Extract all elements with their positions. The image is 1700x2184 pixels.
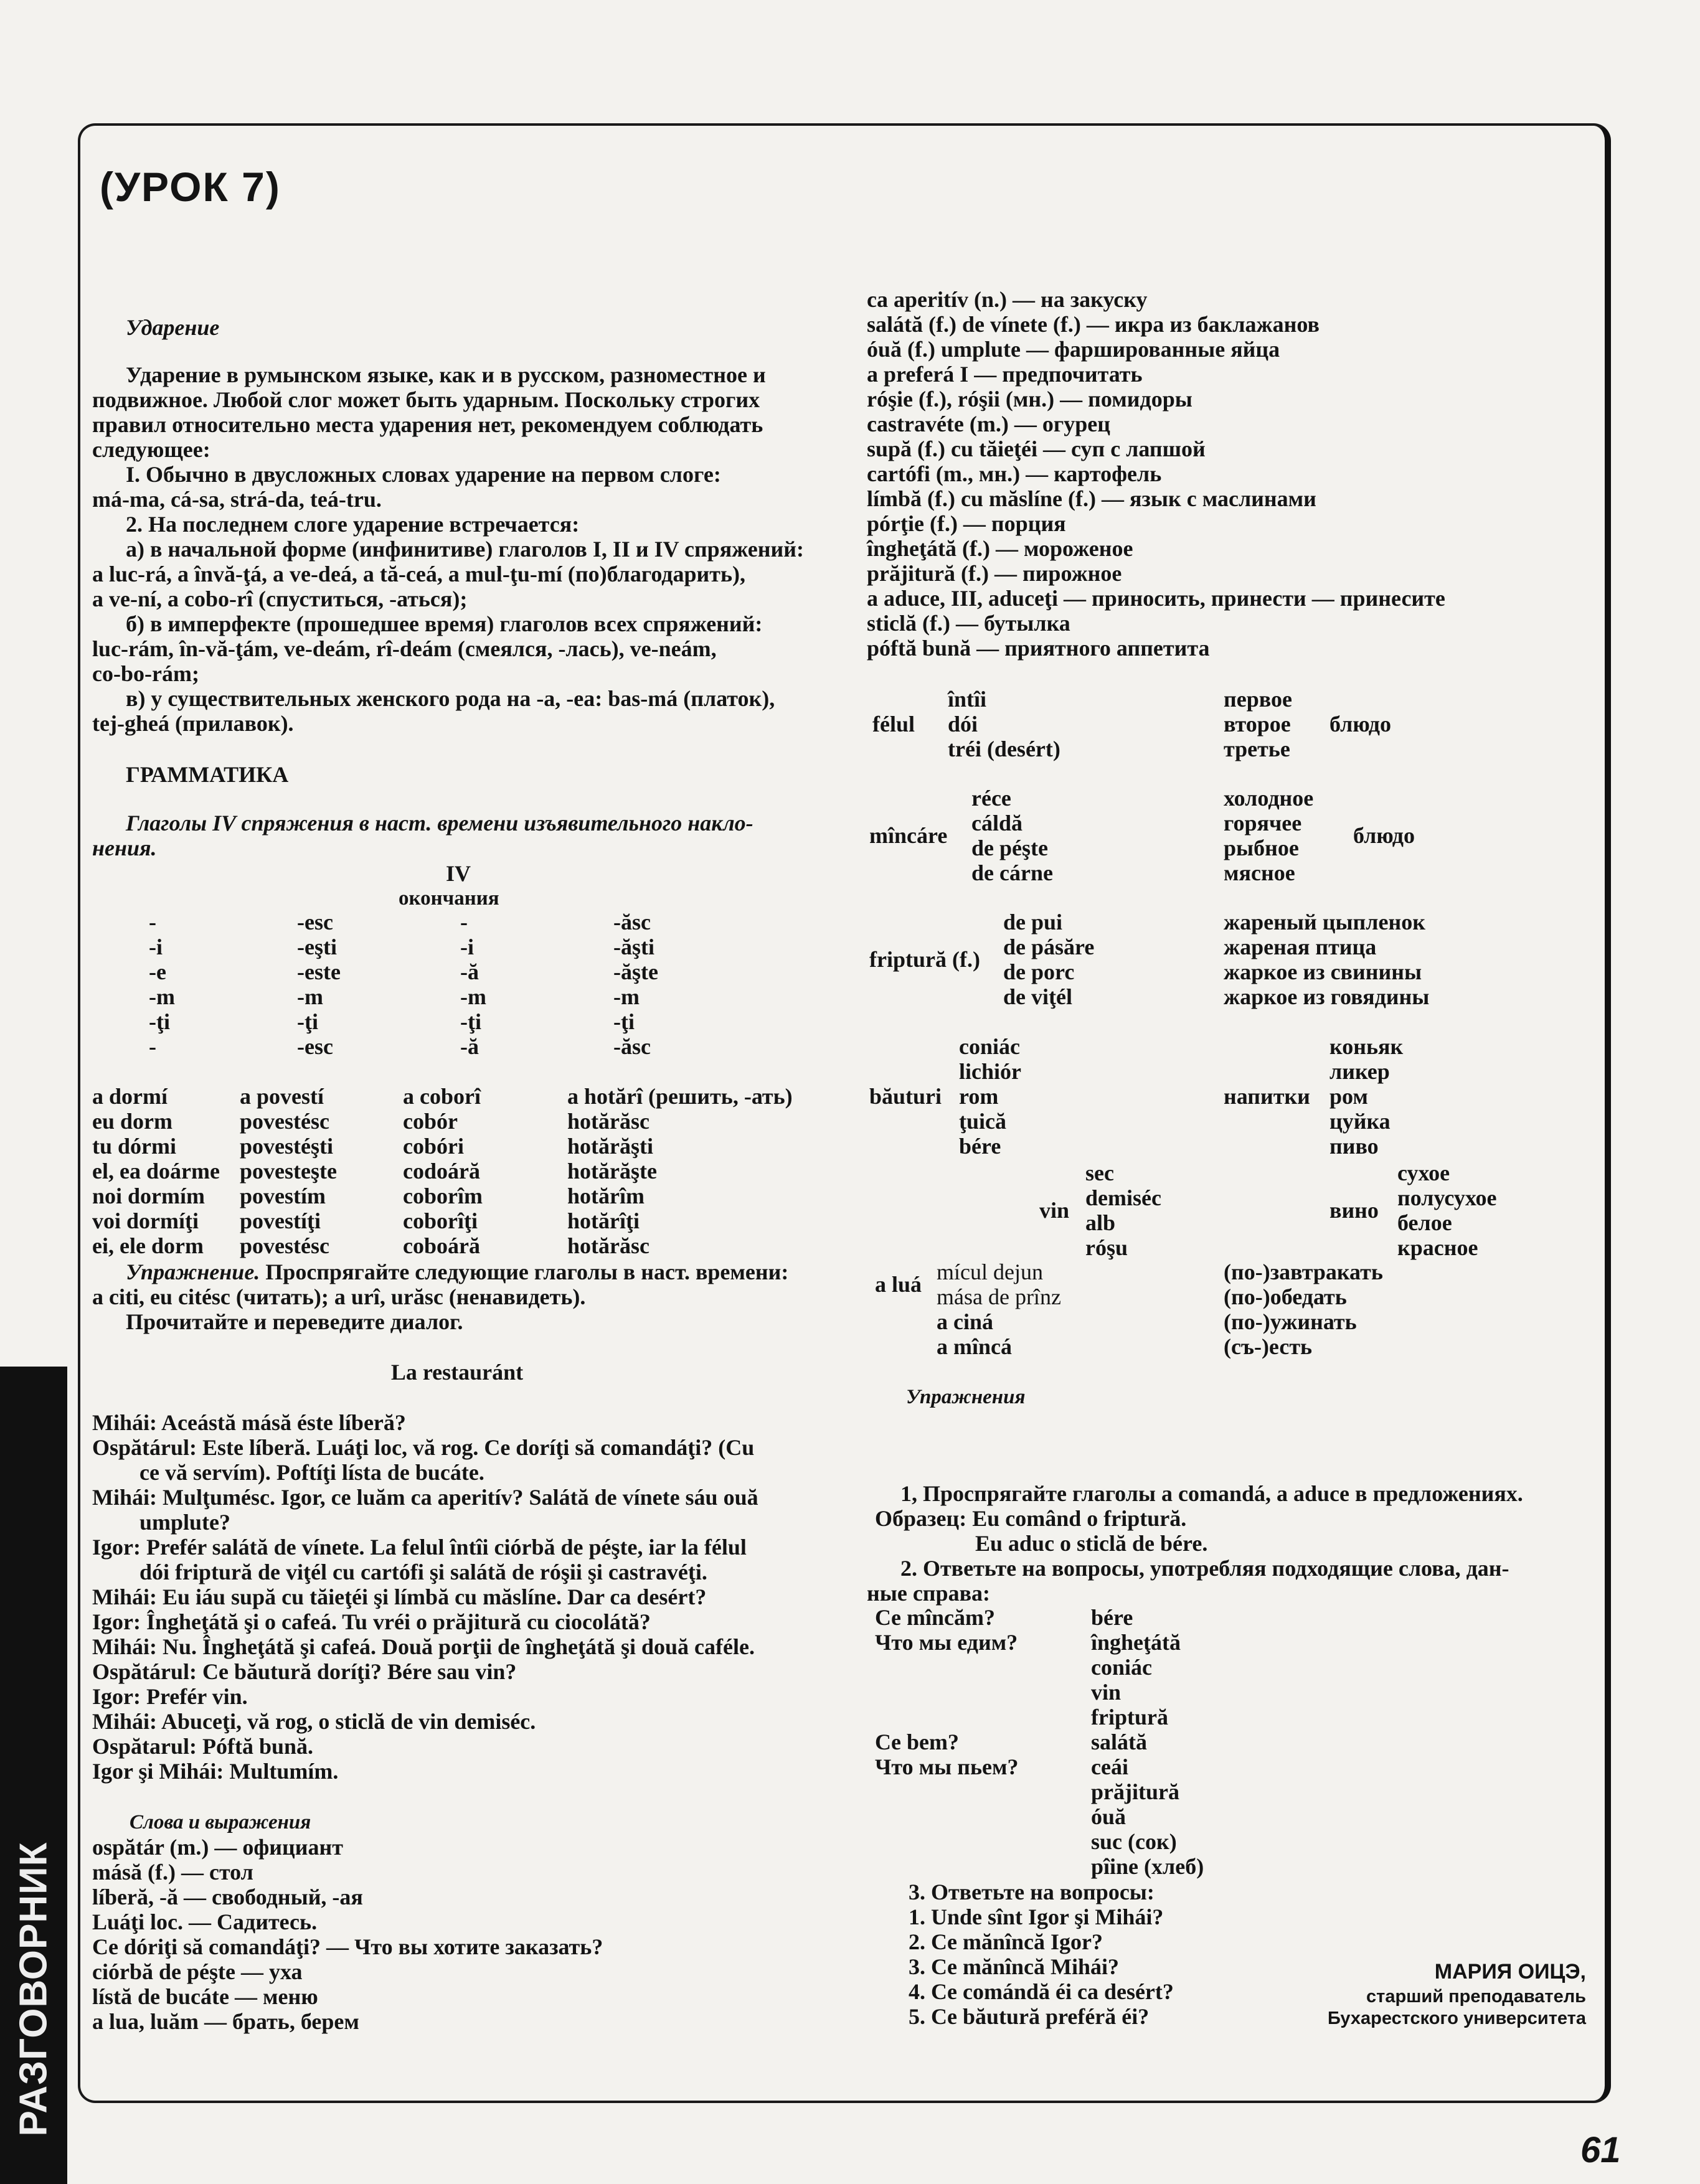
table-translation: жареная птица xyxy=(1224,934,1377,959)
paragraph xyxy=(92,1759,822,1784)
table-translation: первое xyxy=(1224,687,1292,712)
answer-word: ceái xyxy=(1091,1754,1128,1779)
ending-cell: -este xyxy=(297,959,341,984)
grammar-intro-line: нения. xyxy=(92,835,157,860)
table-translation: третье xyxy=(1224,737,1290,761)
paragraph xyxy=(92,1659,822,1684)
question: Ce mîncăm? xyxy=(875,1605,995,1630)
exercise-line: 1, Проспрягайте глаголы a comandá, a aduce в предложениях. xyxy=(900,1481,1523,1506)
paragraph xyxy=(92,1435,822,1485)
verb-cell: hotărîţi xyxy=(567,1208,640,1233)
dialog-line: Igor şi Mihái: Multumím. xyxy=(92,1759,339,1784)
table-item: réce xyxy=(971,786,1011,811)
page-number: 61 xyxy=(1580,2130,1621,2170)
table-translation: мясное xyxy=(1224,860,1295,885)
ending-cell: -ăsc xyxy=(613,910,651,934)
table-item: lichiór xyxy=(959,1059,1021,1084)
dialog xyxy=(92,1410,822,1784)
verb-cell: coboáră xyxy=(403,1233,480,1258)
exercise-question: 2. Ce mănîncă Igor? xyxy=(909,1929,1103,1954)
ending-cell: -ţi xyxy=(613,1009,635,1034)
ending-cell: -m xyxy=(460,984,486,1009)
table-translation: второе xyxy=(1224,712,1291,737)
paragraph xyxy=(92,686,822,736)
exercise-line: Прочитайте и переведите диалог. xyxy=(126,1309,463,1334)
answer-word: bére xyxy=(1091,1605,1133,1630)
verb-cell: noi dormím xyxy=(92,1184,205,1208)
table-item: întîi xyxy=(948,687,987,712)
table-translation: жареный цыпленок xyxy=(1224,910,1425,934)
dialog-line: Igor: Prefér vin. xyxy=(92,1684,248,1709)
vocab-item: pórţie (f.) — порция xyxy=(867,511,1066,536)
ending-cell: -m xyxy=(297,984,323,1009)
exercise-line: 2. Ответьте на вопросы, употребляя подходящие слова, дан- xyxy=(900,1556,1509,1581)
paragraph xyxy=(92,537,822,611)
vocab-item: Luáţi loc. — Садитесь. xyxy=(92,1909,318,1934)
table-translation: ликер xyxy=(1329,1059,1390,1084)
ending-cell: -ăşte xyxy=(613,959,658,984)
dialog-line: Igor: Îngheţátă şi o cafeá. Tu vréi o prăjitură cu ciocolátă? xyxy=(92,1609,651,1634)
verb-cell: coborîm xyxy=(403,1184,483,1208)
exercise-question: 4. Ce comándă éi ca desért? xyxy=(909,1979,1174,2004)
verb-cell: coborîţi xyxy=(403,1208,478,1233)
vocab-item: líberă, -ă — свободный, -ая xyxy=(92,1885,363,1909)
vocab-item: castravéte (m.) — огурец xyxy=(867,412,1110,436)
table-translation: ром xyxy=(1329,1084,1368,1109)
ending-cell: -ţi xyxy=(460,1009,481,1034)
conjugation-label: IV xyxy=(446,861,471,886)
vocab-list xyxy=(92,1835,822,2034)
vocab-item: a preferá I — предпочитать xyxy=(867,362,1143,387)
exercises-heading: Упражнения xyxy=(906,1386,1026,1408)
stress-line: a ve-ní, a cobo-rî (спуститься, -аться); xyxy=(92,586,468,611)
table-translation: полусухое xyxy=(1397,1185,1497,1210)
paragraph xyxy=(92,811,822,860)
table-translation: (съ-)есть xyxy=(1224,1334,1313,1359)
answer-word: vin xyxy=(1091,1680,1122,1705)
exercise-question: 3. Ce mănîncă Mihái? xyxy=(909,1954,1119,1979)
table-translation: красное xyxy=(1397,1235,1478,1260)
table-translation: белое xyxy=(1397,1210,1452,1235)
table-translation: коньяк xyxy=(1329,1034,1404,1059)
grammar-exercise xyxy=(92,1259,822,1334)
table-item: bére xyxy=(959,1134,1001,1159)
ending-cell: -ă xyxy=(460,1034,479,1059)
table-item: alb xyxy=(1085,1210,1116,1235)
verb-cell: povestésc xyxy=(240,1233,329,1258)
verb-cell: povestéşti xyxy=(240,1134,333,1159)
question xyxy=(875,1680,1019,1705)
table-item: coniác xyxy=(959,1034,1020,1059)
exercise-question: 1. Unde sînt Igor şi Mihái? xyxy=(909,1904,1164,1929)
dialog-line: ce vă servím). Poftíţi lísta de bucáte. xyxy=(139,1460,484,1485)
verb-cell: hotărăşti xyxy=(567,1134,653,1159)
stress-line: Ударение в румынском языке, как и в русском, разноместное и xyxy=(126,362,766,387)
table-item: tréi (desért) xyxy=(948,737,1060,761)
stress-line: подвижное. Любой слог может быть ударным. Поскольку строгих xyxy=(92,387,760,412)
dialog-line: Mihái: Nu. Îngheţátă şi cafeá. Două porţii de îngheţátă şi două caféle. xyxy=(92,1634,755,1659)
group-translation: напитки xyxy=(1224,1084,1310,1109)
table-item: mása de prînz xyxy=(937,1284,1061,1309)
table-translation: жаркое из говядины xyxy=(1224,984,1430,1009)
verb-cell: a coborî xyxy=(403,1084,481,1109)
lesson-title: (УРОК 7) xyxy=(100,164,281,210)
table-translation: сухое xyxy=(1397,1160,1450,1185)
paragraph xyxy=(92,512,822,537)
paragraph xyxy=(867,1556,1602,1606)
question xyxy=(875,1655,1019,1680)
dialog-line: Igor: Prefér salátă de vínete. La felul întîi ciórbă de péşte, iar la félul xyxy=(92,1535,747,1560)
stress-line: правил относительно места ударения нет, рекомендуем соблюдать xyxy=(92,412,763,437)
dialog-line: dói friptură de viţél cu cartófi şi salátă de róşii şi castravéţi. xyxy=(139,1560,707,1584)
vocab-item: róşie (f.), róşii (мн.) — помидоры xyxy=(867,387,1192,412)
stress-heading: Ударение xyxy=(126,315,220,340)
verb-cell: povestím xyxy=(240,1184,326,1208)
ending-cell: -ţi xyxy=(149,1009,170,1034)
author-name: МАРИЯ ОИЦЭ, xyxy=(1434,1960,1586,1984)
vocab-item: salátă (f.) de vínete (f.) — икра из баклажанов xyxy=(867,312,1320,337)
verb-cell: povesteşte xyxy=(240,1159,337,1184)
author-affiliation: Бухарестского университета xyxy=(1327,2008,1586,2028)
table-translation: (по-)ужинать xyxy=(1224,1309,1357,1334)
stress-line: б) в имперфекте (прошедшее время) глаголов всех спряжений: xyxy=(126,611,763,636)
ending-cell: -esc xyxy=(297,1034,333,1059)
exercise-question: 5. Ce băutură preféră éi? xyxy=(909,2004,1150,2029)
ending-cell: -ă xyxy=(460,959,479,984)
verb-cell: hotărîm xyxy=(567,1184,645,1208)
ending-cell: -m xyxy=(149,984,175,1009)
vocab-item: ciórbă de péşte — уха xyxy=(92,1959,303,1984)
vocab-item: Ce dóriţi să comandáţi? — Что вы хотите заказать? xyxy=(92,1934,603,1959)
table-item: de cárne xyxy=(971,860,1053,885)
verb-cell: povestíţi xyxy=(240,1208,321,1233)
answer-word: îngheţátă xyxy=(1091,1630,1181,1655)
sample-line: Eu aduc o sticlă de bére. xyxy=(975,1531,1208,1556)
group-translation: блюдо xyxy=(1329,712,1391,737)
answer-word: friptură xyxy=(1091,1705,1168,1730)
vocab-item: supă (f.) cu tăieţéi — суп с лапшой xyxy=(867,436,1206,461)
dialog-line: umplute? xyxy=(139,1510,231,1535)
group-translation: вино xyxy=(1329,1198,1379,1223)
vocab-item: óuă (f.) umplute — фаршированные яйца xyxy=(867,337,1280,362)
table-translation: (по-)завтракать xyxy=(1224,1259,1383,1284)
endings-label: окончания xyxy=(399,887,499,910)
verb-cell: hotărăsc xyxy=(567,1233,649,1258)
stress-text xyxy=(92,362,822,736)
paragraph xyxy=(92,1584,822,1609)
table-item: rom xyxy=(959,1084,999,1109)
grammar-heading: ГРАММАТИКА xyxy=(126,762,289,787)
question: Что мы едим? xyxy=(875,1630,1018,1655)
verb-cell: ei, ele dorm xyxy=(92,1233,204,1258)
paragraph xyxy=(92,1535,822,1584)
table-item: róşu xyxy=(1085,1235,1128,1260)
verb-cell: tu dórmi xyxy=(92,1134,176,1159)
ending-cell: -esc xyxy=(297,910,333,934)
ending-cell: - xyxy=(460,910,468,934)
dialog-line: Mihái: Mulţumésc. Igor, ce luăm ca aperitív? Salátă de vínete sáu ouă xyxy=(92,1485,758,1510)
vocab-item: a lua, luăm — брать, берем xyxy=(92,2009,359,2034)
table-item: de péşte xyxy=(971,835,1048,860)
verb-cell: hotărăşte xyxy=(567,1159,657,1184)
group-label: vin xyxy=(1039,1198,1070,1223)
verb-cell: eu dorm xyxy=(92,1109,172,1134)
dialog-line: Mihái: Eu iáu supă cu tăieţéi şi límbă cu măslíne. Dar ca desért? xyxy=(92,1584,707,1609)
grammar-intro-line: Глаголы IV спряжения в наст. времени изъявительного накло- xyxy=(126,811,753,835)
exercise-line: a citi, eu citésc (читать); a urî, urăsc (ненавидеть). xyxy=(92,1284,586,1309)
paragraph xyxy=(867,1481,1602,1506)
question: Что мы пьем? xyxy=(875,1754,1019,1779)
vocab-item: sticlă (f.) — бутылка xyxy=(867,611,1070,636)
verb-cell: cobóri xyxy=(403,1134,464,1159)
vocab-heading: Слова и выражения xyxy=(130,1811,311,1833)
verb-cell: codoáră xyxy=(403,1159,480,1184)
table-translation: горячее xyxy=(1224,811,1302,835)
ending-cell: - xyxy=(149,910,156,934)
ending-cell: -i xyxy=(460,934,474,959)
group-label: băuturi xyxy=(869,1084,942,1109)
ending-cell: -e xyxy=(149,959,166,984)
vocab-item: ca aperitív (n.) — на закуску xyxy=(867,287,1148,312)
exercise-label: Упражнение. xyxy=(126,1259,260,1284)
paragraph xyxy=(92,1684,822,1709)
verb-cell: cobór xyxy=(403,1109,458,1134)
stress-line: a luc-rá, a învă-ţá, a ve-deá, a tă-ceá, a mul-ţu-mí (по)благодарить), xyxy=(92,562,745,586)
table-item: a ciná xyxy=(937,1309,994,1334)
table-item: dói xyxy=(948,712,978,737)
table-item: a mîncá xyxy=(937,1334,1012,1359)
vocab-list-right xyxy=(867,287,1602,661)
verb-cell: hotărăsc xyxy=(567,1109,649,1134)
dialog-line: Ospătárul: Este líberă. Luáţi loc, vă rog. Ce doríţi să comandáţi? (Cu xyxy=(92,1435,755,1460)
vocab-item: cartófi (m., мн.) — картофель xyxy=(867,461,1162,486)
table-item: de pásăre xyxy=(1003,934,1095,959)
exercise-3-title: 3. Ответьте на вопросы: xyxy=(909,1880,1155,1904)
stress-line: tej-gheá (прилавок). xyxy=(92,711,294,736)
stress-line: má-ma, cá-sa, strá-da, teá-tru. xyxy=(92,487,382,512)
verb-cell: povestésc xyxy=(240,1109,329,1134)
paragraph xyxy=(92,1410,822,1435)
paragraph xyxy=(92,1734,822,1759)
answer-word: pîine (хлеб) xyxy=(1091,1854,1204,1879)
vocab-item: póftă bună — приятного аппетита xyxy=(867,636,1210,661)
paragraph xyxy=(92,1609,822,1634)
group-label: mîncáre xyxy=(869,823,948,848)
ending-cell: -ăsc xyxy=(613,1034,651,1059)
stress-line: luc-rám, în-vă-ţám, ve-deám, rî-deám (смеялся, -лась), ve-neám, xyxy=(92,636,717,661)
stress-line: следующее: xyxy=(92,437,210,462)
vocab-item: a aduce, III, aduceţi — приносить, принести — принесите xyxy=(867,586,1445,611)
table-translation: цуйка xyxy=(1329,1109,1391,1134)
group-translation: блюдо xyxy=(1353,823,1415,848)
dialog-line: Ospătárul: Ce băutură doríţi? Bére sau vin? xyxy=(92,1659,517,1684)
group-label: friptură (f.) xyxy=(869,947,980,972)
table-item: sec xyxy=(1085,1160,1114,1185)
vocab-item: másă (f.) — стол xyxy=(92,1860,253,1885)
verb-cell: a povestí xyxy=(240,1084,324,1109)
paragraph xyxy=(92,611,822,686)
stress-line: 2. На последнем слоге ударение встречается: xyxy=(126,512,580,537)
verb-cell: a hotărî (решить, -ать) xyxy=(567,1084,793,1109)
group-label: a luá xyxy=(875,1272,922,1297)
question: Ce bem? xyxy=(875,1730,959,1754)
vocab-item: îngheţátă (f.) — мороженое xyxy=(867,536,1133,561)
group-label: félul xyxy=(872,712,915,737)
stress-line: I. Обычно в двусложных словах ударение на первом слоге: xyxy=(126,462,721,487)
sample-line: Образец: Eu comând o friptură. xyxy=(875,1506,1187,1531)
stress-line: в) у существительных женского рода на -а, -еа: bas-má (платок), xyxy=(126,686,775,711)
table-translation: (по-)обедать xyxy=(1224,1284,1347,1309)
answer-word: óuă xyxy=(1091,1804,1126,1829)
question xyxy=(875,1705,1019,1730)
dialog-title: La restauránt xyxy=(390,1360,524,1385)
grammar-intro xyxy=(92,811,822,860)
ending-cell: -ăşti xyxy=(613,934,654,959)
dialog-line: Ospătarul: Póftă bună. xyxy=(92,1734,314,1759)
table-translation: жаркое из свинины xyxy=(1224,959,1422,984)
vocab-item: lístă de bucáte — меню xyxy=(92,1984,318,2009)
section-sidebar xyxy=(0,1367,67,2184)
verb-cell: el, ea doárme xyxy=(92,1159,220,1184)
paragraph xyxy=(92,1634,822,1659)
ending-cell: -eşti xyxy=(297,934,337,959)
stress-line: co-bo-rám; xyxy=(92,661,199,686)
answer-word: coniác xyxy=(1091,1655,1152,1680)
answer-word: salátă xyxy=(1091,1730,1147,1754)
table-item: mícul dejun xyxy=(937,1259,1043,1284)
ending-cell: -ţi xyxy=(297,1009,318,1034)
table-translation: пиво xyxy=(1329,1134,1379,1159)
table-translation: рыбное xyxy=(1224,835,1299,860)
verb-cell: a dormí xyxy=(92,1084,168,1109)
table-item: de pui xyxy=(1003,910,1063,934)
answer-word: prăjitură xyxy=(1091,1779,1179,1804)
author-position: старший преподаватель xyxy=(1366,1987,1586,2007)
exercise-text: Проспрягайте следующие глаголы в наст. времени: xyxy=(260,1259,789,1284)
ending-cell: -m xyxy=(613,984,640,1009)
paragraph xyxy=(92,1709,822,1734)
table-item: de porc xyxy=(1003,959,1075,984)
vocab-item: límbă (f.) cu măslíne (f.) — язык с маслинами xyxy=(867,486,1316,511)
paragraph xyxy=(92,462,822,512)
ending-cell: -i xyxy=(149,934,163,959)
table-item: ţuică xyxy=(959,1109,1006,1134)
paragraph xyxy=(92,362,822,462)
verb-cell: voi dormíţi xyxy=(92,1208,199,1233)
answer-word: suc (сок) xyxy=(1091,1829,1177,1854)
section-label: РАЗГОВОРНИК xyxy=(12,1842,55,2137)
table-item: cáldă xyxy=(971,811,1023,835)
table-item: de viţél xyxy=(1003,984,1072,1009)
paragraph xyxy=(92,1485,822,1535)
dialog-line: Mihái: Aceástă másă éste líberă? xyxy=(92,1410,406,1435)
vocab-item: ospătár (m.) — официант xyxy=(92,1835,343,1860)
table-item: demiséc xyxy=(1085,1185,1161,1210)
ending-cell: - xyxy=(149,1034,156,1059)
exercise-line: ные справа: xyxy=(867,1581,990,1606)
stress-line: а) в начальной форме (инфинитиве) глаголов I, II и IV спряжений: xyxy=(126,537,804,562)
dialog-line: Mihái: Abuceţi, vă rog, o sticlă de vin demiséc. xyxy=(92,1709,536,1734)
table-translation: холодное xyxy=(1224,786,1314,811)
vocab-item: prăjitură (f.) — пирожное xyxy=(867,561,1122,586)
